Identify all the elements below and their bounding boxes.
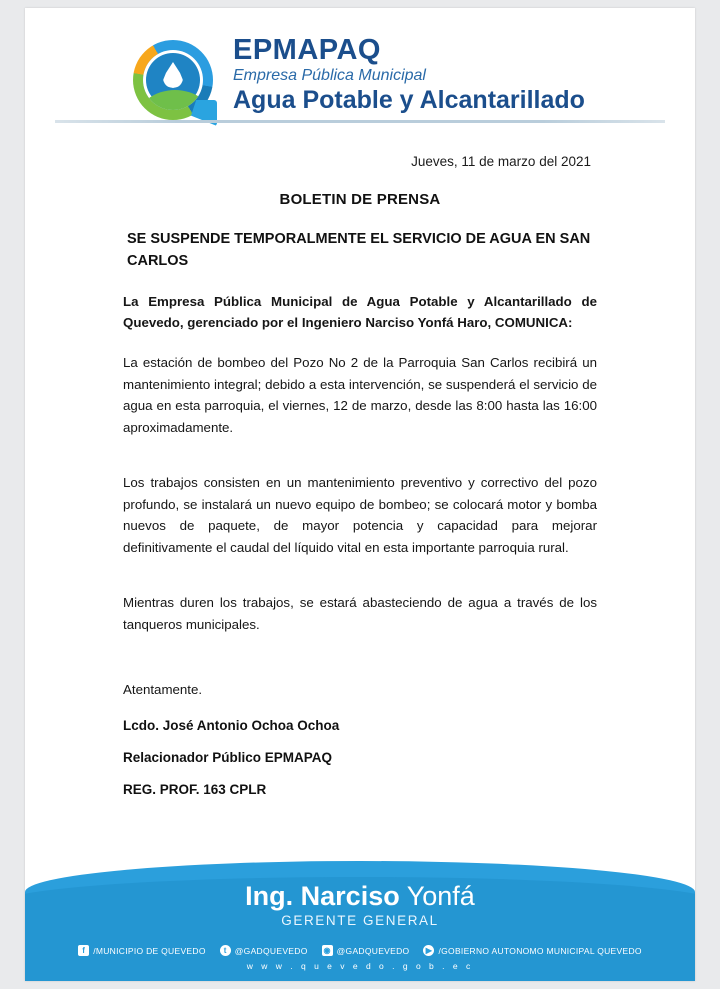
document-subtitle: SE SUSPENDE TEMPORALMENTE EL SERVICIO DE AGUA EN SAN CARLOS xyxy=(127,231,591,270)
header-divider xyxy=(55,120,665,123)
social-item-facebook[interactable] xyxy=(78,945,206,956)
epmapaq-logo xyxy=(125,36,221,128)
paragraph-spacer-1 xyxy=(123,438,597,454)
brand-block xyxy=(233,36,585,115)
social-label-youtube: /GOBIERNO AUTONOMO MUNICIPAL QUEVEDO xyxy=(438,945,642,956)
social-label-twitter: @GADQUEVEDO xyxy=(234,945,308,956)
signer-name: Lcdo. José Antonio Ochoa Ochoa xyxy=(123,717,340,733)
social-item-twitter[interactable] xyxy=(220,945,308,956)
social-item-instagram[interactable] xyxy=(322,945,410,956)
footer-manager-name-light: Yonfá xyxy=(406,881,475,911)
signer-role: Relacionador Público EPMAPAQ xyxy=(123,749,333,765)
social-label-facebook: /MUNICIPIO DE QUEVEDO xyxy=(93,945,206,956)
footer-website[interactable]: w w w . q u e v e d o . g o b . e c xyxy=(246,961,474,971)
water-drop-icon xyxy=(163,62,183,88)
document-sheet xyxy=(25,8,695,981)
facebook-icon: f xyxy=(78,945,89,956)
youtube-icon: ▶ xyxy=(423,945,434,956)
footer-social-list xyxy=(25,945,695,956)
paragraph-spacer-2 xyxy=(123,558,597,574)
document-closing: Atentamente. xyxy=(123,682,203,698)
document-date: Jueves, 11 de marzo del 2021 xyxy=(411,154,591,169)
brand-service: Agua Potable y Alcantarillado xyxy=(233,86,585,114)
document-paragraph-2: Los trabajos consisten en un mantenimiento preventivo y correctivo del pozo profundo, se instalará un nuevo equipo de bombeo; se colocará motor y bomba nuevos de paquete, de mayor potencia y capacidad para mejorar definitivamente el caudal del líquido vital en esta importante parroquia rural. xyxy=(123,475,597,555)
instagram-icon: ◉ xyxy=(323,946,331,955)
footer-manager-name-bold: Ing. Narciso xyxy=(245,881,400,911)
page-title: BOLETIN DE PRENSA xyxy=(279,191,441,208)
twitter-icon: t xyxy=(220,945,231,956)
social-item-youtube[interactable] xyxy=(423,945,641,956)
logo-inner-circle xyxy=(143,50,203,110)
document-header xyxy=(25,8,695,136)
brand-subtitle: Empresa Pública Municipal xyxy=(233,67,426,84)
document-paragraph-3: Mientras duren los trabajos, se estará abasteciendo de agua a través de los tanqueros municipales. xyxy=(123,595,597,632)
footer-manager-role: GERENTE GENERAL xyxy=(281,913,439,928)
signer-registration: REG. PROF. 163 CPLR xyxy=(123,781,267,797)
document-lead: La Empresa Pública Municipal de Agua Potable y Alcantarillado de Quevedo, gerenciado por el Ingeniero Narciso Yonfá Haro, COMUNICA: xyxy=(123,293,597,331)
document-paragraph-1: La estación de bombeo del Pozo No 2 de la Parroquia San Carlos recibirá un mantenimiento integral; debido a esta intervención, se suspenderá el servicio de agua en esta parroquia, el viernes, 12 de marzo, desde las 8:00 hasta las 16:00 aproximadamente. xyxy=(123,355,597,435)
brand-acronym: EPMAPAQ xyxy=(233,34,381,66)
social-label-instagram: @GADQUEVEDO xyxy=(336,945,410,956)
document-footer xyxy=(25,861,695,981)
document-body xyxy=(25,154,695,797)
footer-manager-name xyxy=(25,883,695,910)
